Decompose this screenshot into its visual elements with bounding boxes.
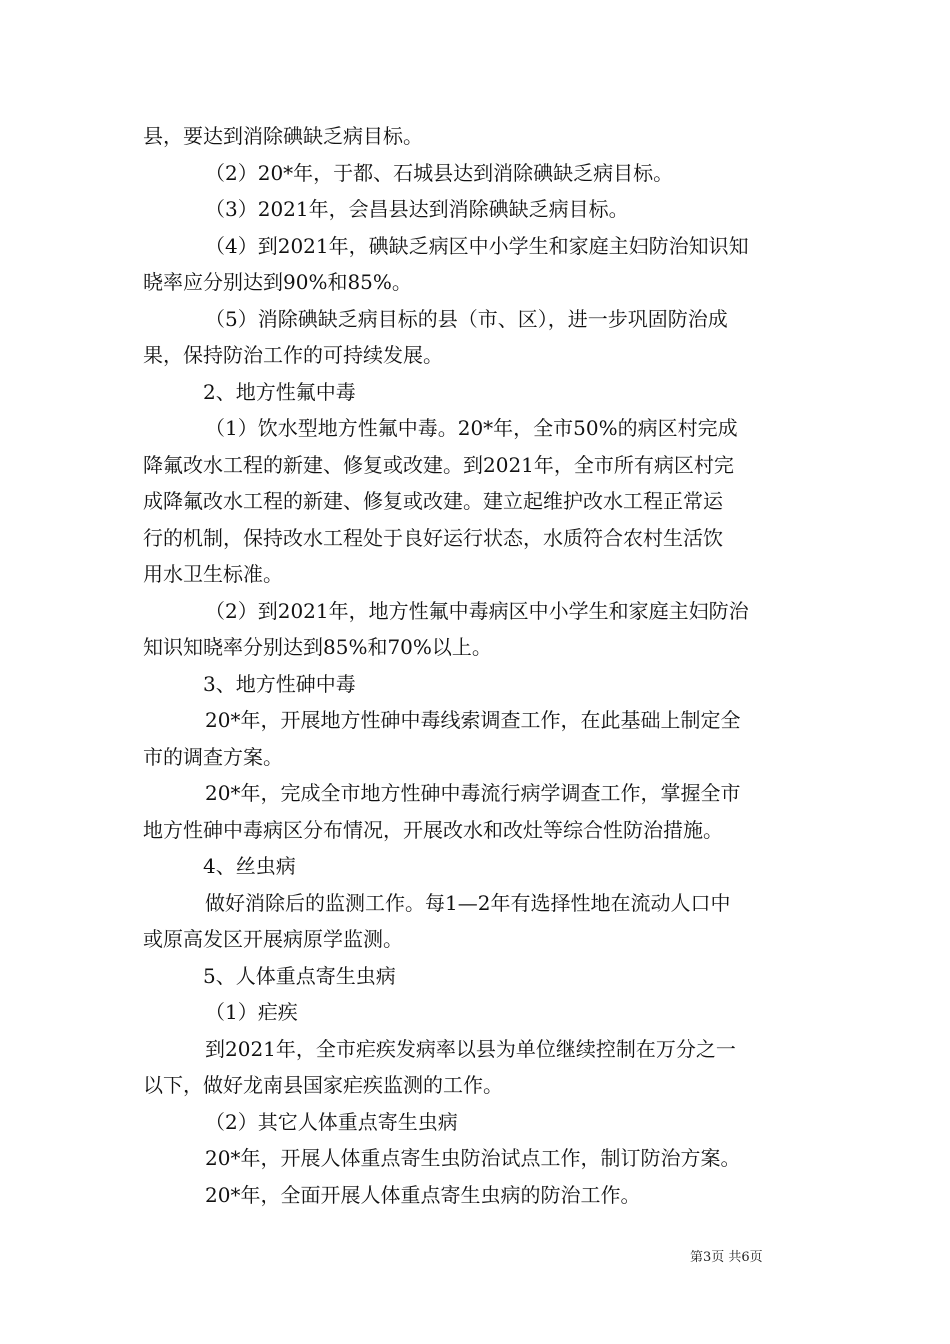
text-line: 知识知晓率分别达到85%和70%以上。 [143,635,492,659]
text-line: （4）到2021年，碘缺乏病区中小学生和家庭主妇防治知识知 [205,233,749,258]
text-line: 20*年，全面开展人体重点寄生虫病的防治工作。 [205,1182,641,1207]
text-line: （3）2021年，会昌县达到消除碘缺乏病目标。 [205,197,629,221]
text-line: 20*年，完成全市地方性砷中毒流行病学调查工作，掌握全市 [205,781,741,805]
text-line: （2）到2021年，地方性氟中毒病区中小学生和家庭主妇防治 [205,598,749,623]
page-number: 第3页 共6页 [690,1250,763,1265]
text-line: 晓率应分别达到90%和85%。 [143,270,412,294]
text-line: 做好消除后的监测工作。每1—2年有选择性地在流动人口中 [205,890,731,915]
text-line: （2）20*年，于都、石城县达到消除碘缺乏病目标。 [205,160,674,185]
text-line: 或原高发区开展病原学监测。 [143,927,403,951]
section-heading: 5、人体重点寄生虫病 [203,963,396,988]
text-line: 到2021年，全市疟疾发病率以县为单位继续控制在万分之一 [205,1036,736,1061]
section-heading: 4、丝虫病 [203,854,296,878]
text-line: 果，保持防治工作的可持续发展。 [143,343,443,367]
text-line: 用水卫生标准。 [143,562,283,586]
text-line: （1）疟疾 [205,1000,298,1024]
document-body [143,118,813,1213]
text-line: （1）饮水型地方性氟中毒。20*年，全市50%的病区村完成 [205,416,738,440]
text-line: 降氟改水工程的新建、修复或改建。到2021年，全市所有病区村完 [143,452,734,477]
text-line: 成降氟改水工程的新建、修复或改建。建立起维护改水工程正常运 [143,489,723,513]
text-line: 地方性砷中毒病区分布情况，开展改水和改灶等综合性防治措施。 [143,817,723,842]
text-line: （2）其它人体重点寄生虫病 [205,1109,458,1134]
text-line: 以下，做好龙南县国家疟疾监测的工作。 [143,1073,503,1097]
text-line: 县，要达到消除碘缺乏病目标。 [143,124,423,148]
text-line: 行的机制，保持改水工程处于良好运行状态，水质符合农村生活饮 [143,525,723,550]
text-line: （5）消除碘缺乏病目标的县（市、区），进一步巩固防治成 [205,306,728,331]
text-line: 20*年，开展人体重点寄生虫防治试点工作，制订防治方案。 [205,1146,741,1170]
section-heading: 3、地方性砷中毒 [203,671,356,696]
text-line: 市的调查方案。 [143,744,283,769]
text-line: 20*年，开展地方性砷中毒线索调查工作，在此基础上制定全 [205,708,741,732]
section-heading: 2、地方性氟中毒 [203,379,356,404]
